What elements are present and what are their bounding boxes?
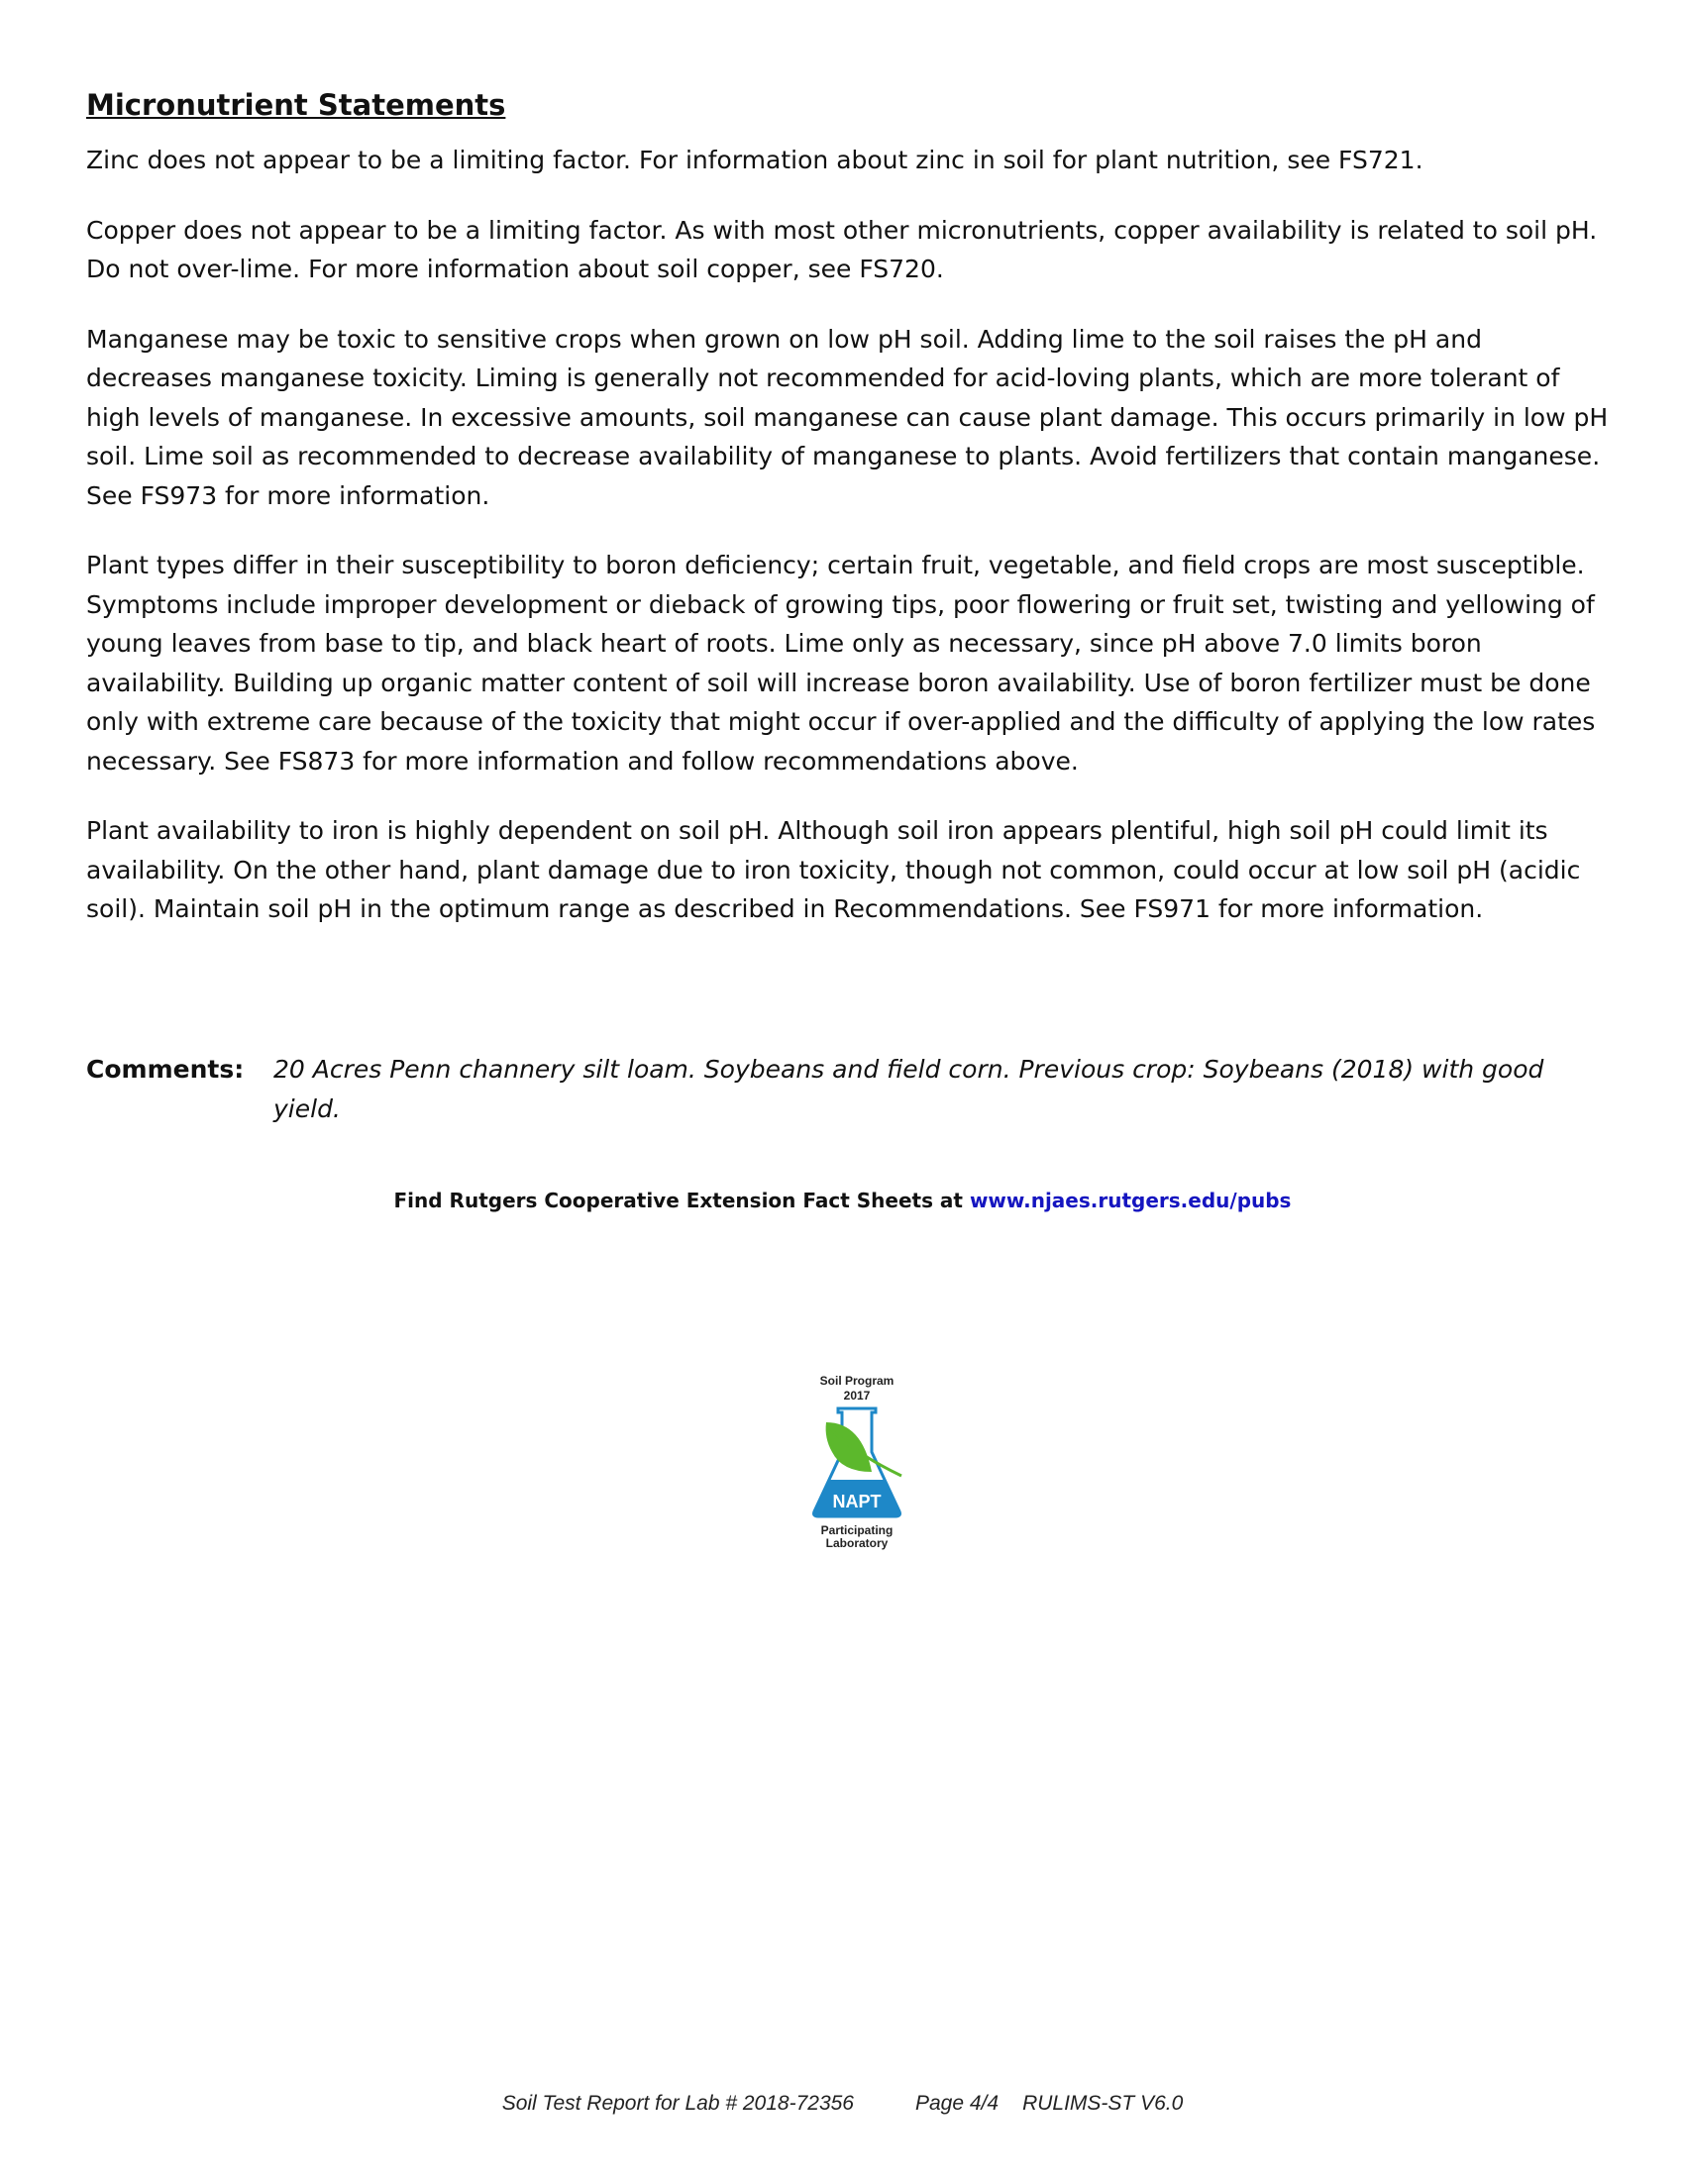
napt-logo xyxy=(802,1373,911,1571)
micronutrient-section xyxy=(86,85,1612,960)
comments-label: Comments: xyxy=(86,1055,245,1084)
logo-bottom-line2: Laboratory xyxy=(825,1536,889,1550)
logo-year: 2017 xyxy=(843,1389,871,1403)
page-footer xyxy=(0,2092,1685,2116)
footer-page-number: Page 4/4 xyxy=(915,2092,1000,2115)
section-heading: Micronutrient Statements xyxy=(86,88,506,122)
boron-statement: Plant types differ in their susceptibility to boron deficiency; certain fruit, vegetable, and field crops are most susceptible. Symptoms include improper development or dieback of growing tips, poor flowering or fruit set, twisting and yellowing of young leaves from base to tip, and black heart of roots. Lime only as necessary, since pH above 7.0 limits boron availability. Building up organic matter content of soil will increase boron availability. Use of boron fertilizer must be done only with extreme care because of the toxicity that might occur if over-applied and the difficulty of applying the low rates necessary. See FS873 for more information and follow recommendations above. xyxy=(86,551,1596,776)
fact-sheets-prefix: Find Rutgers Cooperative Extension Fact Sheets at xyxy=(393,1189,970,1212)
logo-flask-text: NAPT xyxy=(832,1492,882,1511)
logo-bottom-line1: Participating xyxy=(820,1523,894,1537)
copper-statement: Copper does not appear to be a limiting factor. As with most other micronutrients, copper availability is related to soil pH. Do not over-lime. For more information about soil copper, see FS720. xyxy=(86,215,1598,283)
comments-text: 20 Acres Penn channery silt loam. Soybeans and field corn. Previous crop: Soybeans (2018) with good yield. xyxy=(273,1055,1544,1123)
comments-block xyxy=(86,1050,1612,1128)
logo-top-text: Soil Program xyxy=(819,1374,895,1388)
manganese-statement: Manganese may be toxic to sensitive crops when grown on low pH soil. Adding lime to the soil raises the pH and decreases manganese toxicity. Liming is generally not recommended for acid-loving plants, which are more tolerant of high levels of manganese. In excessive amounts, soil manganese can cause plant damage. This occurs primarily in low pH soil. Lime soil as recommended to decrease availability of manganese to plants. Avoid fertilizers that contain manganese. See FS973 for more information. xyxy=(86,324,1609,510)
fact-sheets-line xyxy=(0,1189,1685,1212)
zinc-statement: Zinc does not appear to be a limiting factor. For information about zinc in soil for plant nutrition, see FS721. xyxy=(86,146,1423,174)
footer-version: RULIMS-ST V6.0 xyxy=(1022,2092,1184,2115)
fact-sheets-link[interactable]: www.njaes.rutgers.edu/pubs xyxy=(969,1189,1292,1212)
iron-statement: Plant availability to iron is highly dependent on soil pH. Although soil iron appears plentiful, high soil pH could limit its availability. On the other hand, plant damage due to iron toxicity, though not common, could occur at low soil pH (acidic soil). Maintain soil pH in the optimum range as described in Recommendations. See FS971 for more information. xyxy=(86,816,1581,923)
footer-report-id: Soil Test Report for Lab # 2018-72356 xyxy=(501,2092,854,2115)
